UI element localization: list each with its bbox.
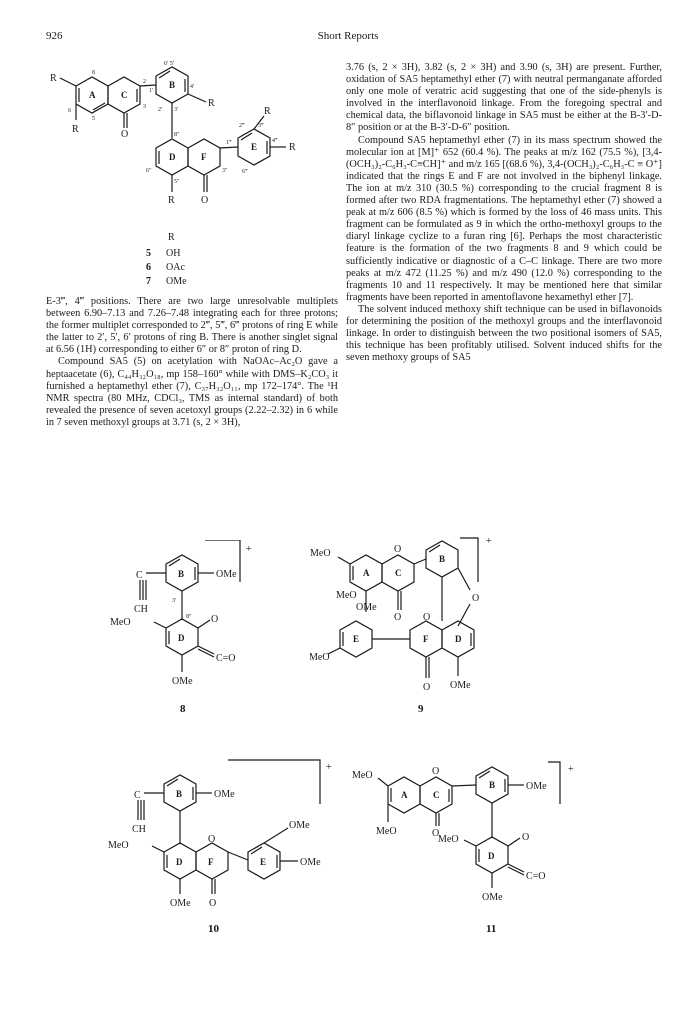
pos-8pp: 8″ (174, 132, 180, 138)
fragment-11-o-d: O (522, 832, 530, 843)
r-ring-d-bottom: R (168, 195, 175, 206)
fragment-10-c-top: C (134, 790, 141, 801)
fragment-11-ome-bottom: OMe (482, 892, 503, 903)
fragment-10-ome-bottom: OMe (170, 898, 191, 909)
fragment-9-ring-e: E (353, 634, 360, 644)
fragment-9-meo-mid: MeO (336, 590, 357, 601)
fragment-9-o3: O (394, 612, 402, 623)
pos-2: 2 (143, 79, 146, 85)
fragment-8-o-ring: O (211, 614, 219, 625)
fragment-10-structure (108, 756, 348, 946)
pos-5: 5 (92, 116, 95, 122)
paragraph: 3.76 (s, 2 × 3H), 3.82 (s, 2 × 3H) and 3.90 (s, 3H) are present. Further, oxidation of SA5 heptamethyl ether (7) with neutral permanganate afforded only one mole of veratric acid suggesting that one of the side-phenyls is involved in the interflavonoid linkage. From the foregoing spectral and chemical data, the biflavonoid linkage in SA5 must be either at the B-3′-D-8″ position or at the B-3′-D-6″ position. (346, 62, 662, 134)
fragment-8-figure (110, 540, 300, 725)
o-carbonyl-bottom: O (201, 195, 209, 206)
o-carbonyl-top: O (121, 129, 129, 140)
paragraph: E-3‴, 4‴ positions. There are two large unresolvable multiplets between 6.90–7.13 and 7.26–7.48 integrating each for three protons; the former multiplet corresponded to 2‴, 5‴, 6‴ protons of ring E while the latter to 2′, 5′, 6′ protons of ring B. There is another singlet signal at 6.56 (1H) corresponding to either 6″ or 8″ proton of ring D. (46, 296, 338, 356)
fragment-9-meo-low: MeO (310, 652, 330, 663)
pos-3pp: 3″ (222, 168, 228, 174)
compound-number: 6 (146, 262, 151, 273)
paragraph: The solvent induced methoxy shift technique can be used in biflavonoids for determining the position of the methoxyl groups and the interflavonoid linkage. In order to distinguish between the two positional isomers of SA5, this technique has been profitably utilised. Solvent induced shifts for the seven methoxy groups of SA5 (346, 303, 662, 364)
pos-5p-6p: 6′ 5′ (164, 61, 175, 67)
pos-6ppp: 6‴ (242, 169, 248, 175)
r-top-left: R (50, 73, 57, 84)
fragment-9-o2: O (472, 593, 480, 604)
compound-number: 7 (146, 276, 151, 287)
fragment-10-ring-d: D (176, 857, 183, 867)
fragment-9-ring-f: F (423, 634, 429, 644)
fragment-11-o-ring-top: O (432, 766, 440, 777)
right-text-column (346, 62, 662, 364)
fragment-8-ring-b: B (178, 569, 185, 579)
fragment-8-ch: CH (134, 604, 148, 615)
pos-5pp: 5″ (174, 179, 180, 185)
r-ring-e-right: R (289, 142, 296, 153)
fragment-10-ch: CH (132, 824, 146, 835)
fragment-8-meo: MeO (110, 617, 131, 628)
page-number: 926 (46, 30, 63, 42)
fragment-11-meo-top: MeO (352, 770, 373, 781)
pos-2p: 2′ (158, 107, 163, 113)
compound-table-header: R (168, 232, 175, 243)
fragment-9-ome-bottom: OMe (450, 680, 471, 691)
fragment-11-ring-d: D (488, 851, 495, 861)
fragment-8-ome-right: OMe (216, 569, 237, 580)
fragment-10-ring-e: E (260, 857, 267, 867)
fragment-8-ring-d: D (178, 633, 185, 643)
pos-8: 8 (92, 70, 95, 76)
fragment-11-label: 11 (486, 923, 497, 935)
pos-4p: 4′ (190, 84, 195, 90)
fragment-11-ring-c: C (433, 790, 440, 800)
fragment-9-structure (310, 530, 520, 720)
fragment-8-ome-bottom: OMe (172, 676, 193, 687)
pos-6: 6 (68, 108, 71, 114)
fragment-10-ome-e-right: OMe (300, 857, 321, 868)
fragment-10-figure (108, 756, 348, 951)
fragment-9-ring-c: C (395, 568, 402, 578)
left-text-column (46, 296, 338, 429)
r-ring-a-bottom: R (72, 124, 79, 135)
pos-6pp: 6″ (146, 168, 152, 174)
journal-section: Short Reports (317, 30, 379, 42)
fragment-8-pos-8pp: 8″ (186, 614, 192, 620)
fragment-9-o4: O (423, 612, 431, 623)
fragment-8-c-eq-o: C=O (216, 653, 236, 664)
biflavonoid-structure (46, 56, 338, 296)
main-structure-figure (46, 56, 338, 301)
fragment-10-ome-e-top: OMe (289, 820, 310, 831)
fragment-10-o-bottom: O (209, 898, 217, 909)
compound-number: 5 (146, 248, 151, 259)
fragment-10-ring-b: B (176, 789, 183, 799)
fragment-11-structure (352, 760, 592, 950)
fragment-10-label: 10 (208, 923, 219, 935)
fragment-10-charge: + (326, 762, 332, 773)
fragment-11-ring-b: B (489, 780, 496, 790)
paragraph: Compound SA5 (5) on acetylation with NaOAc–Ac₂O gave a heptaacetate (6), C₄₄H₃₂O₁₈, mp 158–160° while with DMS–K₂CO₃ it furnished a heptamethyl ether (7), C₃₇H₃₂O₁₁, mp 172–174°. The ¹H NMR spectra (80 MHz, CDCl₃, TMS as internal standard) of both revealed the presence of seven acetoxyl groups (2.22–2.32) in 6 while in 7 seven methoxyl groups at 3.71 (s, 2 × 3H), (46, 356, 338, 428)
compound-substituent: OAc (166, 262, 185, 273)
fragment-10-o-ring: O (208, 834, 216, 845)
pos-3p: 3′ (174, 107, 179, 113)
fragment-9-charge: + (486, 536, 492, 547)
fragment-8-charge: + (246, 544, 252, 555)
pos-2ppp: 2‴ (239, 123, 245, 129)
fragment-10-ring-f: F (208, 857, 214, 867)
ring-label-f: F (201, 152, 207, 162)
compound-substituent: OMe (166, 276, 187, 287)
fragment-11-meo-d: MeO (438, 834, 459, 845)
paragraph: Compound SA5 heptamethyl ether (7) in its mass spectrum showed the molecular ion at [M]⁺ 652 (60.4 %). The peaks at m/z 162 (75.5 %), [3,4-(OCH₃)₂-C₆H₃-C≡CH]⁺ and m/z 165 [(68.6 %), 3,4-(OCH₃)₂-C₆H₃-C ≡ O⁺] indicated that the rings E and F are not involved in the biphenyl linkage. The ion at m/z 310 (30.5 %) corresponding to the crucial fragment 8 is formed after two RDA fragmentations. The heptamethyl ether (7) showed a peak at m/z 606 (8.5 %) which is formed by the loss of 46 mass units. This fragment can be formulated as 9 in which the ortho-methoxyl groups to the diaryl linkage cyclize to a furan ring [6]. Perhaps the most characteristic feature is the formation of the two fragments 8 and 9 which could be sufficiently indicative or diagnostic of a C–C linkage. There are two more peaks at m/z 472 (11.25 %) and m/z 490 (12.0 %) corresponding to the fragments 10 and 11 respectively. It may be mentioned here that similar fragments have been reported in amentoflavone hexamethyl ether [7]. (346, 134, 662, 303)
fragment-9-meo-top: MeO (310, 548, 331, 559)
ring-label-c: C (121, 90, 128, 100)
fragment-11-figure (352, 760, 592, 955)
fragment-9-o1: O (394, 544, 402, 555)
fragment-11-ome-right: OMe (526, 781, 547, 792)
fragment-11-meo-bottom: MeO (376, 826, 397, 837)
pos-4ppp: 4‴ (272, 138, 278, 144)
fragment-10-ome-b: OMe (214, 789, 235, 800)
fragment-8-c-top: C (136, 570, 143, 581)
r-top-right: R (208, 98, 215, 109)
fragment-11-o-bottom: O (432, 828, 440, 839)
r-ring-e-top: R (264, 106, 271, 117)
fragment-9-o5: O (423, 682, 431, 693)
fragment-9-ring-d: D (455, 634, 462, 644)
fragment-11-ring-a: A (401, 790, 408, 800)
fragment-11-charge: + (568, 764, 574, 775)
pos-3: 3 (143, 104, 146, 110)
fragment-9-ring-a: A (363, 568, 370, 578)
pos-1p: 1′ (149, 88, 154, 94)
ring-label-b: B (169, 80, 176, 90)
pos-3ppp: 3‴ (258, 123, 264, 129)
ring-label-e: E (251, 142, 258, 152)
fragment-9-ring-b: B (439, 554, 446, 564)
ring-label-d: D (169, 152, 176, 162)
pos-1ppp: 1‴ (226, 140, 232, 146)
fragment-9-label: 9 (418, 703, 424, 715)
fragment-9-figure (310, 530, 520, 725)
fragment-9-ome: OMe (356, 602, 377, 613)
fragment-11-c-eq-o: C=O (526, 871, 546, 882)
fragment-10-meo: MeO (108, 840, 129, 851)
compound-substituent: OH (166, 248, 181, 259)
ring-label-a: A (89, 90, 96, 100)
fragment-8-structure (110, 540, 300, 720)
fragment-8-pos-3p: 3′ (172, 598, 177, 604)
fragment-8-label: 8 (180, 703, 186, 715)
